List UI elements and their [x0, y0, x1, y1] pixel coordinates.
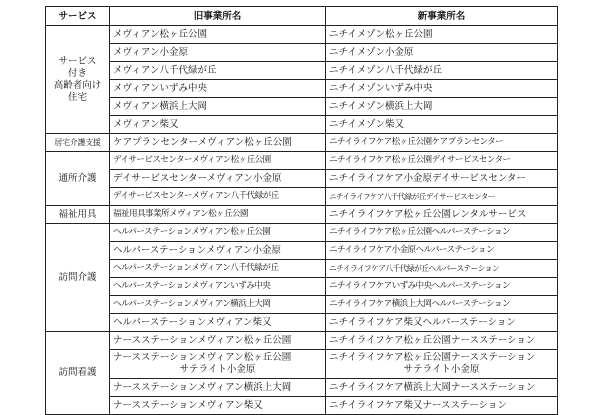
new-name-cell: ニチイライフケア松ヶ丘公園ケアプランセンター: [326, 134, 558, 152]
old-name-cell: メヴィアン柴又: [110, 116, 326, 134]
table-row: [46, 206, 558, 224]
table-row: [46, 242, 558, 260]
office-rename-table: [45, 6, 558, 415]
service-cell-housing: [46, 26, 110, 134]
service-cell-care-support: 居宅介護支援: [46, 134, 110, 152]
service-cell-home-nursing: 訪問看護: [46, 332, 110, 415]
new-name-cell: ニチイライフケア柴又ヘルパーステーション: [326, 314, 558, 332]
old-name-cell: デイサービスセンターメヴィアン小金原: [110, 170, 326, 188]
table-row: [46, 44, 558, 62]
service-label-line: 高齢者向け: [53, 79, 102, 91]
service-label-line: 付き: [67, 67, 87, 79]
service-cell-home-care: 訪問介護: [46, 224, 110, 332]
old-name-cell: ナースステーションメヴィアン横浜上大岡: [110, 379, 326, 397]
new-name-cell: ニチイライフケア松ヶ丘公園レンタルサービス: [326, 206, 558, 224]
new-name-cell: ニチイライフケア松ヶ丘公園デイサービスセンター: [326, 152, 558, 170]
old-name-cell: ナースステーションメヴィアン松ヶ丘公園: [110, 332, 326, 350]
service-cell-welfare-equipment: 福祉用具: [46, 206, 110, 224]
table-row: [46, 260, 558, 278]
old-name-cell: 福祉用具事業所メヴィアン松ヶ丘公園: [110, 206, 326, 224]
new-name-cell: ニチイライフケア横浜上大岡ヘルパーステーション: [326, 296, 558, 314]
old-name-cell: ケアプランセンターメヴィアン松ヶ丘公園: [110, 134, 326, 152]
new-name-cell: ニチイメゾンいずみ中央: [326, 80, 558, 98]
new-name-cell: [326, 350, 558, 379]
old-name-cell: メヴィアン横浜上大岡: [110, 98, 326, 116]
new-name-cell: ニチイライフケア横浜上大岡ナースステーション: [326, 379, 558, 397]
old-name-cell: ヘルパーステーションメヴィアン松ヶ丘公園: [110, 224, 326, 242]
table-row: [46, 62, 558, 80]
old-name-cell: メヴィアンいずみ中央: [110, 80, 326, 98]
table-row: [46, 350, 558, 379]
table-row: [46, 170, 558, 188]
header-new-name: 新事業所名: [326, 7, 558, 26]
old-name-cell: メヴィアン八千代緑が丘: [110, 62, 326, 80]
table-row: [46, 152, 558, 170]
new-name-cell: ニチイライフケア小金原デイサービスセンター: [326, 170, 558, 188]
table-row: [46, 278, 558, 296]
old-name-cell: デイサービスセンターメヴィアン八千代緑が丘: [110, 188, 326, 206]
header-service: サービス: [46, 7, 110, 26]
new-name-cell: ニチイライフケア松ヶ丘公園ヘルパーステーション: [326, 224, 558, 242]
table-row: [46, 224, 558, 242]
new-name-cell: ニチイライフケア八千代緑が丘デイサービスセンター: [326, 188, 558, 206]
new-name-cell: ニチイメゾン八千代緑が丘: [326, 62, 558, 80]
table-row: [46, 134, 558, 152]
old-name-cell: ヘルパーステーションメヴィアン柴又: [110, 314, 326, 332]
table-row: [46, 80, 558, 98]
old-name-cell: ヘルパーステーションメヴィアン八千代緑が丘: [110, 260, 326, 278]
table-row: [46, 188, 558, 206]
old-name-line1: ナースステーションメヴィアン松ヶ丘公園: [113, 352, 292, 363]
new-name-cell: ニチイライフケア八千代緑が丘ヘルパーステーション: [326, 260, 558, 278]
new-name-line2: サテライト小金原: [403, 364, 480, 375]
new-name-line1: ニチイライフケア松ヶ丘公園ナースステーション: [329, 352, 536, 363]
new-name-cell: ニチイライフケア柴又ナースステーション: [326, 397, 558, 415]
old-name-cell: ヘルパーステーションメヴィアン小金原: [110, 242, 326, 260]
new-name-cell: ニチイメゾン小金原: [326, 44, 558, 62]
old-name-cell: ヘルパーステーションメヴィアン横浜上大岡: [110, 296, 326, 314]
new-name-cell: ニチイライフケアいずみ中央ヘルパーステーション: [326, 278, 558, 296]
service-cell-day-care: 通所介護: [46, 152, 110, 206]
old-name-cell: デイサービスセンターメヴィアン松ヶ丘公園: [110, 152, 326, 170]
table-row: [46, 296, 558, 314]
old-name-cell: ナースステーションメヴィアン柴又: [110, 397, 326, 415]
table-row: [46, 26, 558, 44]
old-name-cell: メヴィアン松ヶ丘公園: [110, 26, 326, 44]
old-name-cell: [110, 350, 326, 379]
header-old-name: 旧事業所名: [110, 7, 326, 26]
new-name-cell: ニチイライフケア松ヶ丘公園ナースステーション: [326, 332, 558, 350]
new-name-cell: ニチイメゾン横浜上大岡: [326, 98, 558, 116]
table-row: [46, 379, 558, 397]
table-row: [46, 314, 558, 332]
table-row: [46, 397, 558, 415]
service-label-line: 住宅: [67, 91, 87, 103]
table-container: [45, 6, 558, 415]
header-row: [46, 7, 558, 26]
new-name-cell: ニチイライフケア小金原ヘルパーステーション: [326, 242, 558, 260]
service-label-line: サービス: [58, 55, 97, 67]
new-name-cell: ニチイメゾン柴又: [326, 116, 558, 134]
table-row: [46, 332, 558, 350]
old-name-cell: メヴィアン小金原: [110, 44, 326, 62]
old-name-line2: サテライト小金原: [179, 364, 256, 375]
old-name-cell: ヘルパーステーションメヴィアンいずみ中央: [110, 278, 326, 296]
table-row: [46, 116, 558, 134]
new-name-cell: ニチイメゾン松ヶ丘公園: [326, 26, 558, 44]
table-row: [46, 98, 558, 116]
